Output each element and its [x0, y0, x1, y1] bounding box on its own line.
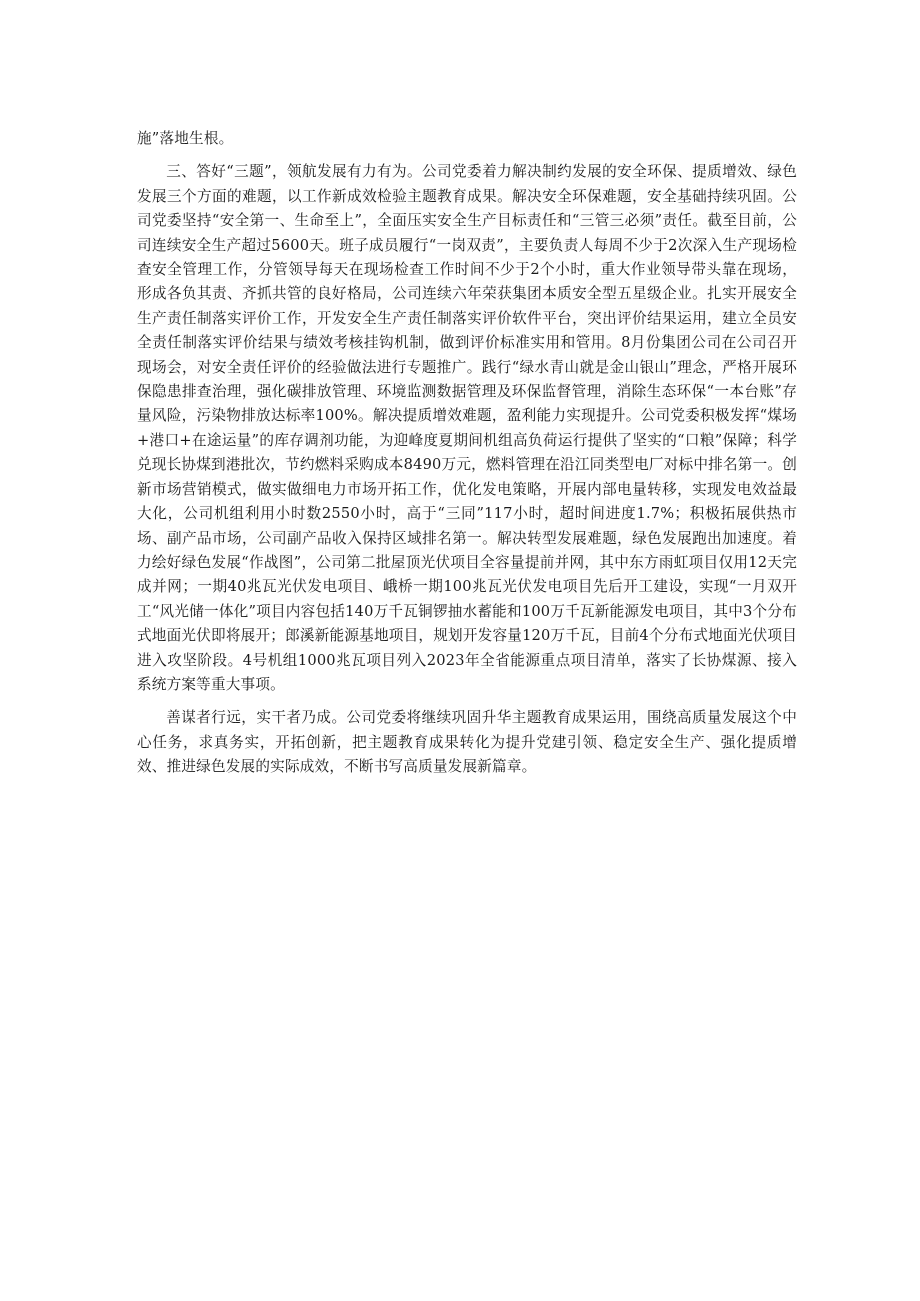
paragraph-three-topics: 三、答好“三题”，领航发展有力有为。公司党委着力解决制约发展的安全环保、提质增效、绿色发展三个方面的难题，以工作新成效检验主题教育成果。解决安全环保难题，安全基础持续巩固。公司党委坚持“安全第一、生命至上”，全面压实安全生产目标责任和“三管三必须”责任。截至目前，公司连续安全生产超过5600天。班子成员履行“一岗双责”，主要负责人每周不少于2次深入生产现场检查安全管理工作，分管领导每天在现场检查工作时间不少于2个小时，重大作业领导带头靠在现场，形成各负其责、齐抓共管的良好格局，公司连续六年荣获集团本质安全型五星级企业。扎实开展安全生产责任制落实评价工作，开发安全生产责任制落实评价软件平台，突出评价结果运用，建立全员安全责任制落实评价结果与绩效考核挂钩机制，做到评价标准实用和管用。8月份集团公司在公司召开现场会，对安全责任评价的经验做法进行专题推广。践行“绿水青山就是金山银山”理念，严格开展环保隐患排查治理，强化碳排放管理、环境监测数据管理及环保监督管理，消除生态环保“一本台账”存量风险，污染物排放达标率100%。解决提质增效难题，盈利能力实现提升。公司党委积极发挥“煤场+港口+在途运量”的库存调剂功能，为迎峰度夏期间机组高负荷运行提供了坚实的“口粮”保障；科学兑现长协煤到港批次，节约燃料采购成本8490万元，燃料管理在沿江同类型电厂对标中排名第一。创新市场营销模式，做实做细电力市场开拓工作，优化发电策略，开展内部电量转移，实现发电效益最大化，公司机组利用小时数2550小时，高于“三同”117小时，超时间进度1.7%；积极拓展供热市场、副产品市场，公司副产品收入保持区域排名第一。解决转型发展难题，绿色发展跑出加速度。着力绘好绿色发展“作战图”，公司第二批屋顶光伏项目全容量提前并网，其中东方雨虹项目仅用12天完成并网；一期40兆瓦光伏发电项目、峨桥一期100兆瓦光伏发电项目先后开工建设，实现“一月双开工“风光储一体化”项目内容包括140万千瓦铜锣抽水蓄能和100万千瓦新能源发电项目，其中3个分布式地面光伏即将展开；郎溪新能源基地项目，规划开发容量120万千瓦，目前4个分布式地面光伏项目进入攻坚阶段。4号机组1000兆瓦项目列入2023年全省能源重点项目清单，落实了长协煤源、接入系统方案等重大事项。	[137, 163, 797, 693]
paragraph-conclusion: 善谋者行远，实干者乃成。公司党委将继续巩固升华主题教育成果运用，围绕高质量发展这个中心任务，求真务实，开拓创新，把主题教育成果转化为提升党建引领、稳定安全生产、强化提质增效、推进绿色发展的实际成效，不断书写高质量发展新篇章。	[137, 709, 797, 776]
document-body	[137, 127, 797, 780]
paragraph-continuation: 施”落地生根。	[137, 130, 234, 147]
